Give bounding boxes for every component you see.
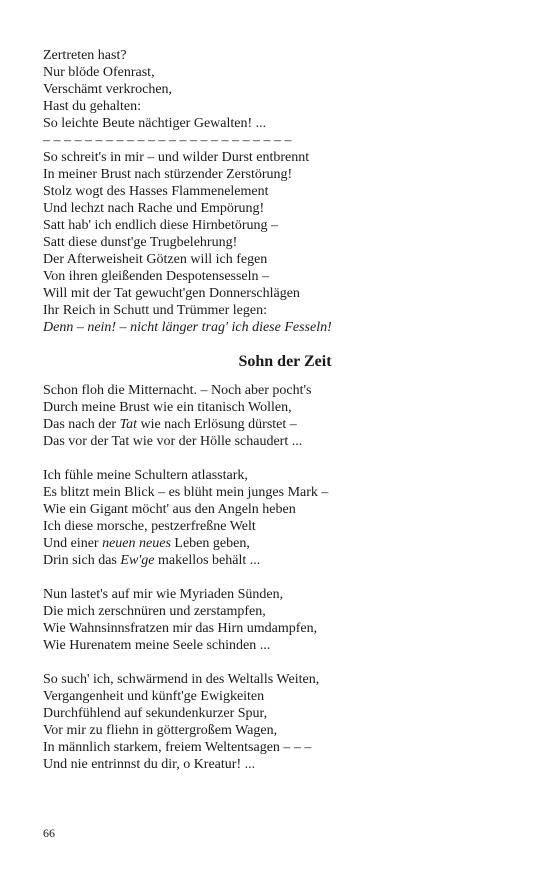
verse-text: Und einer (43, 536, 103, 551)
verse-line (43, 535, 513, 552)
verse-line: Nur blöde Ofenrast, (43, 65, 155, 80)
verse-line: Nun lastet's auf mir wie Myriaden Sünden, (43, 587, 284, 602)
stanza-3 (43, 586, 513, 654)
verse-line: Vor mir zu fliehn in göttergroßem Wagen, (43, 723, 278, 738)
verse-text: Das nach der (43, 417, 120, 432)
verse-line: Die mich zerschnüren und zerstampfen, (43, 604, 266, 619)
stanza-4 (43, 671, 513, 773)
verse-line: Verschämt verkrochen, (43, 82, 173, 97)
verse-line: So leichte Beute nächtiger Gewalten! ... (43, 116, 267, 131)
stanza-2 (43, 467, 513, 569)
verse-line (43, 552, 513, 569)
verse-text: Drin sich das (43, 553, 121, 568)
emphasis-text: Ew'ge (120, 553, 155, 568)
verse-line: Es blitzt mein Blick – es blüht mein junges Mark – (43, 485, 329, 500)
dash-separator: – – – – – – – – – – – – – – – – – – – – – – – – (43, 133, 292, 148)
emphasis-text: Tat (119, 417, 137, 432)
verse-text: makellos behält ... (154, 553, 261, 568)
verse-line: Und nie entrinnst du dir, o Kreatur! ... (43, 757, 256, 772)
verse-line: Der Afterweisheit Götzen will ich fegen (43, 252, 268, 267)
verse-line: Satt diese dunst'ge Trugbelehrung! (43, 235, 238, 250)
verse-line: In männlich starkem, freiem Weltentsagen – – – (43, 740, 312, 755)
verse-line: So such' ich, schwärmend in des Weltalls Weiten, (43, 672, 320, 687)
verse-text: wie nach Erlösung dürstet – (136, 417, 297, 432)
stanza-gap (43, 654, 513, 671)
verse-line: Wie ein Gigant möcht' aus den Angeln heben (43, 502, 296, 517)
verse-line: Das vor der Tat wie vor der Hölle schaudert ... (43, 434, 303, 449)
verse-line: Und lechzt nach Rache und Empörung! (43, 201, 265, 216)
verse-line: Vergangenheit und künft'ge Ewigkeiten (43, 689, 265, 704)
page-body (43, 47, 513, 773)
verse-line: Ich fühle meine Schultern atlasstark, (43, 468, 248, 483)
closing-verse-line: Denn – nein! – nicht länger trag' ich diese Fesseln! (43, 320, 332, 335)
verse-line: Wie Hurenatem meine Seele schinden ... (43, 638, 271, 653)
verse-line: Wie Wahnsinnsfratzen mir das Hirn umdampfen, (43, 621, 318, 636)
verse-line: Satt hab' ich endlich diese Hirnbetörung – (43, 218, 279, 233)
poem-title: Sohn der Zeit (238, 353, 332, 370)
stanza-gap (43, 450, 513, 467)
verse-line: Stolz wogt des Hasses Flammenelement (43, 184, 269, 199)
verse-line: So schreit's in mir – und wilder Durst entbrennt (43, 150, 310, 165)
stanza-1 (43, 382, 513, 450)
verse-line: Ihr Reich in Schutt und Trümmer legen: (43, 303, 267, 318)
verse-line: Durchfühlend auf sekundenkurzer Spur, (43, 706, 268, 721)
stanza-gap (43, 569, 513, 586)
verse-line: Hast du gehalten: (43, 99, 141, 114)
verse-line: Will mit der Tat gewucht'gen Donnerschlägen (43, 286, 300, 301)
poem-continuation (43, 47, 513, 336)
verse-line: Von ihren gleißenden Despotensesseln – (43, 269, 270, 284)
emphasis-text: neuen neues (102, 536, 171, 551)
verse-line: Zertreten hast? (43, 48, 127, 63)
verse-line (43, 416, 513, 433)
verse-text: Leben geben, (170, 536, 250, 551)
verse-line: Schon floh die Mitternacht. – Noch aber pocht's (43, 383, 312, 398)
verse-line: Ich diese morsche, pestzerfreßne Welt (43, 519, 256, 534)
verse-line: In meiner Brust nach stürzender Zerstörung! (43, 167, 293, 182)
verse-line: Durch meine Brust wie ein titanisch Wollen, (43, 400, 292, 415)
page-number: 66 (43, 826, 55, 840)
